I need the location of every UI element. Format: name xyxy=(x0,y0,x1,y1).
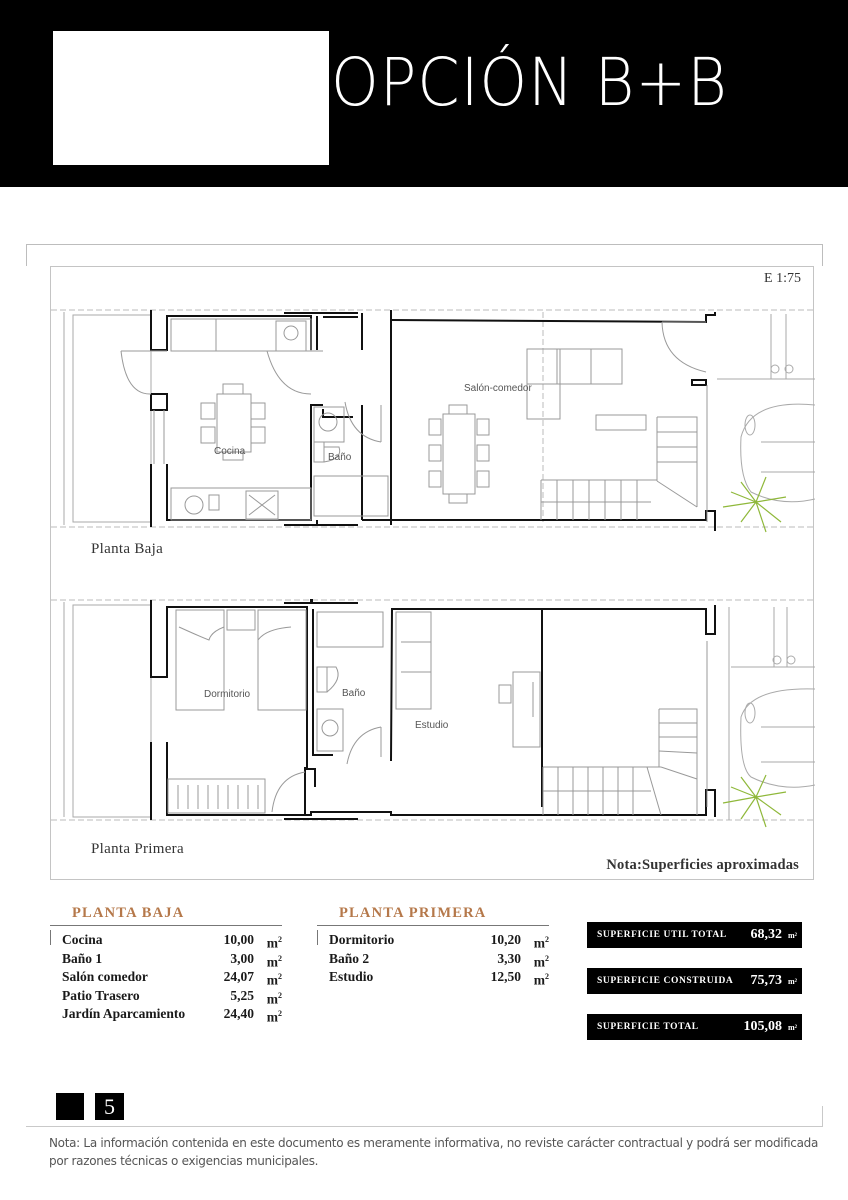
ground-floor-plan xyxy=(64,310,815,532)
total-superficie-util: SUPERFICIE UTIL TOTAL 68,32 m² xyxy=(587,922,802,948)
page-marker xyxy=(56,1093,84,1120)
area-row: Baño 1 3,00 $m^2$ xyxy=(62,950,282,969)
area-row: Baño 2 3,30 $m^2$ xyxy=(329,950,549,969)
floor-plan-frame xyxy=(50,266,814,880)
area-row: Patio Trasero 5,25 $m^2$ xyxy=(62,987,282,1006)
room-label-bano-2: Baño xyxy=(342,688,366,699)
room-label-cocina: Cocina xyxy=(214,446,246,457)
area-row: Estudio 12,50 $m^2$ xyxy=(329,969,549,988)
area-table-planta-primera xyxy=(317,905,549,987)
floor-plan-drawing xyxy=(51,267,815,881)
page-number: 5 xyxy=(95,1093,124,1120)
first-floor-plan xyxy=(64,600,815,827)
plan-note: Nota:Superficies aproximadas xyxy=(606,857,799,873)
room-label-salon: Salón-comedor xyxy=(464,383,532,394)
outer-frame xyxy=(26,244,823,266)
area-heading: PLANTA BAJA xyxy=(72,905,185,921)
area-row: Salón comedor 24,07 $m^2$ xyxy=(62,969,282,988)
room-label-estudio: Estudio xyxy=(415,720,449,731)
room-label-bano: Baño xyxy=(328,452,352,463)
disclaimer-text: Nota: La información contenida en este documento es meramente informativa, no reviste carácter contractual y podrá ser modificada por razones técnicas o exigencias municipales. xyxy=(49,1136,818,1168)
floor-label-planta-primera: Planta Primera xyxy=(91,841,184,857)
footer-divider xyxy=(26,1126,823,1127)
area-row: Cocina 10,00 $m^2$ xyxy=(62,932,282,951)
area-row: Dormitorio 10,20 $m^2$ xyxy=(329,932,549,951)
area-table-planta-baja xyxy=(50,905,282,1024)
plan-scale: E 1:75 xyxy=(764,271,801,286)
total-superficie-construida: SUPERFICIE CONSTRUIDA 75,73 m² xyxy=(587,968,802,994)
header-band xyxy=(0,0,848,187)
room-label-dormitorio: Dormitorio xyxy=(204,689,251,700)
area-heading: PLANTA PRIMERA xyxy=(339,905,487,921)
floor-label-planta-baja: Planta Baja xyxy=(91,541,164,557)
logo-placeholder xyxy=(53,31,329,165)
area-row: Jardín Aparcamiento 24,40 $m^2$ xyxy=(62,1006,282,1025)
total-superficie-total: SUPERFICIE TOTAL 105,08 m² xyxy=(587,1014,802,1040)
page-title: OPCIÓN B+B xyxy=(331,44,728,121)
